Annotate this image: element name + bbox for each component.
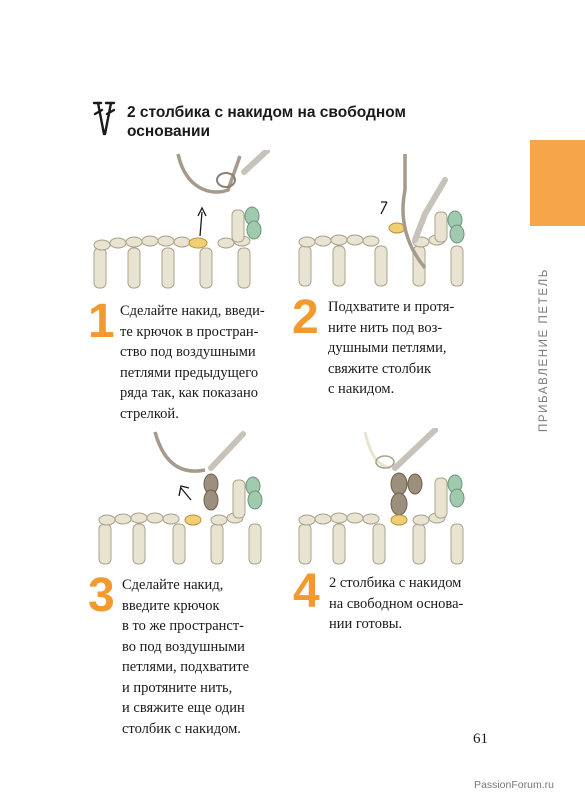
step-4-text: 2 столбика с накидом на свободном основа- нии готовы. <box>329 575 464 632</box>
step-3-illustration <box>95 428 275 568</box>
chapter-label: ПРИБАВЛЕНИЕ ПЕТЕЛЬ <box>538 268 550 432</box>
step-3-number: 3 <box>88 569 115 622</box>
watermark: PassionForum.ru <box>474 779 554 791</box>
double-crochet-pair-icon <box>92 101 118 137</box>
step-4-illustration <box>295 428 485 568</box>
step-2-text: Подхватите и протя- ните нить под воз- душными петлями, свяжите столбик с накидом. <box>328 299 455 397</box>
step-3-text: Сделайте накид, введите крючок в то же пространст- во под воздушными петлями, подхватите и протяните нить, и свяжите еще один столбик с накидом. <box>122 577 250 737</box>
step-1-illustration <box>90 150 270 290</box>
step-1-text: Сделайте накид, введи- те крючок в простран- ство под воздушными петлями предыдущего ряда так, как показано стрелкой. <box>120 303 265 422</box>
step-4-number: 4 <box>293 565 320 618</box>
chapter-tab <box>530 140 585 226</box>
step-2-illustration <box>295 150 485 290</box>
page-number: 61 <box>473 731 488 747</box>
section-title: 2 столбика с накидом на свободном основании <box>127 104 406 140</box>
step-2-number: 2 <box>292 291 319 344</box>
step-1-number: 1 <box>88 295 115 348</box>
